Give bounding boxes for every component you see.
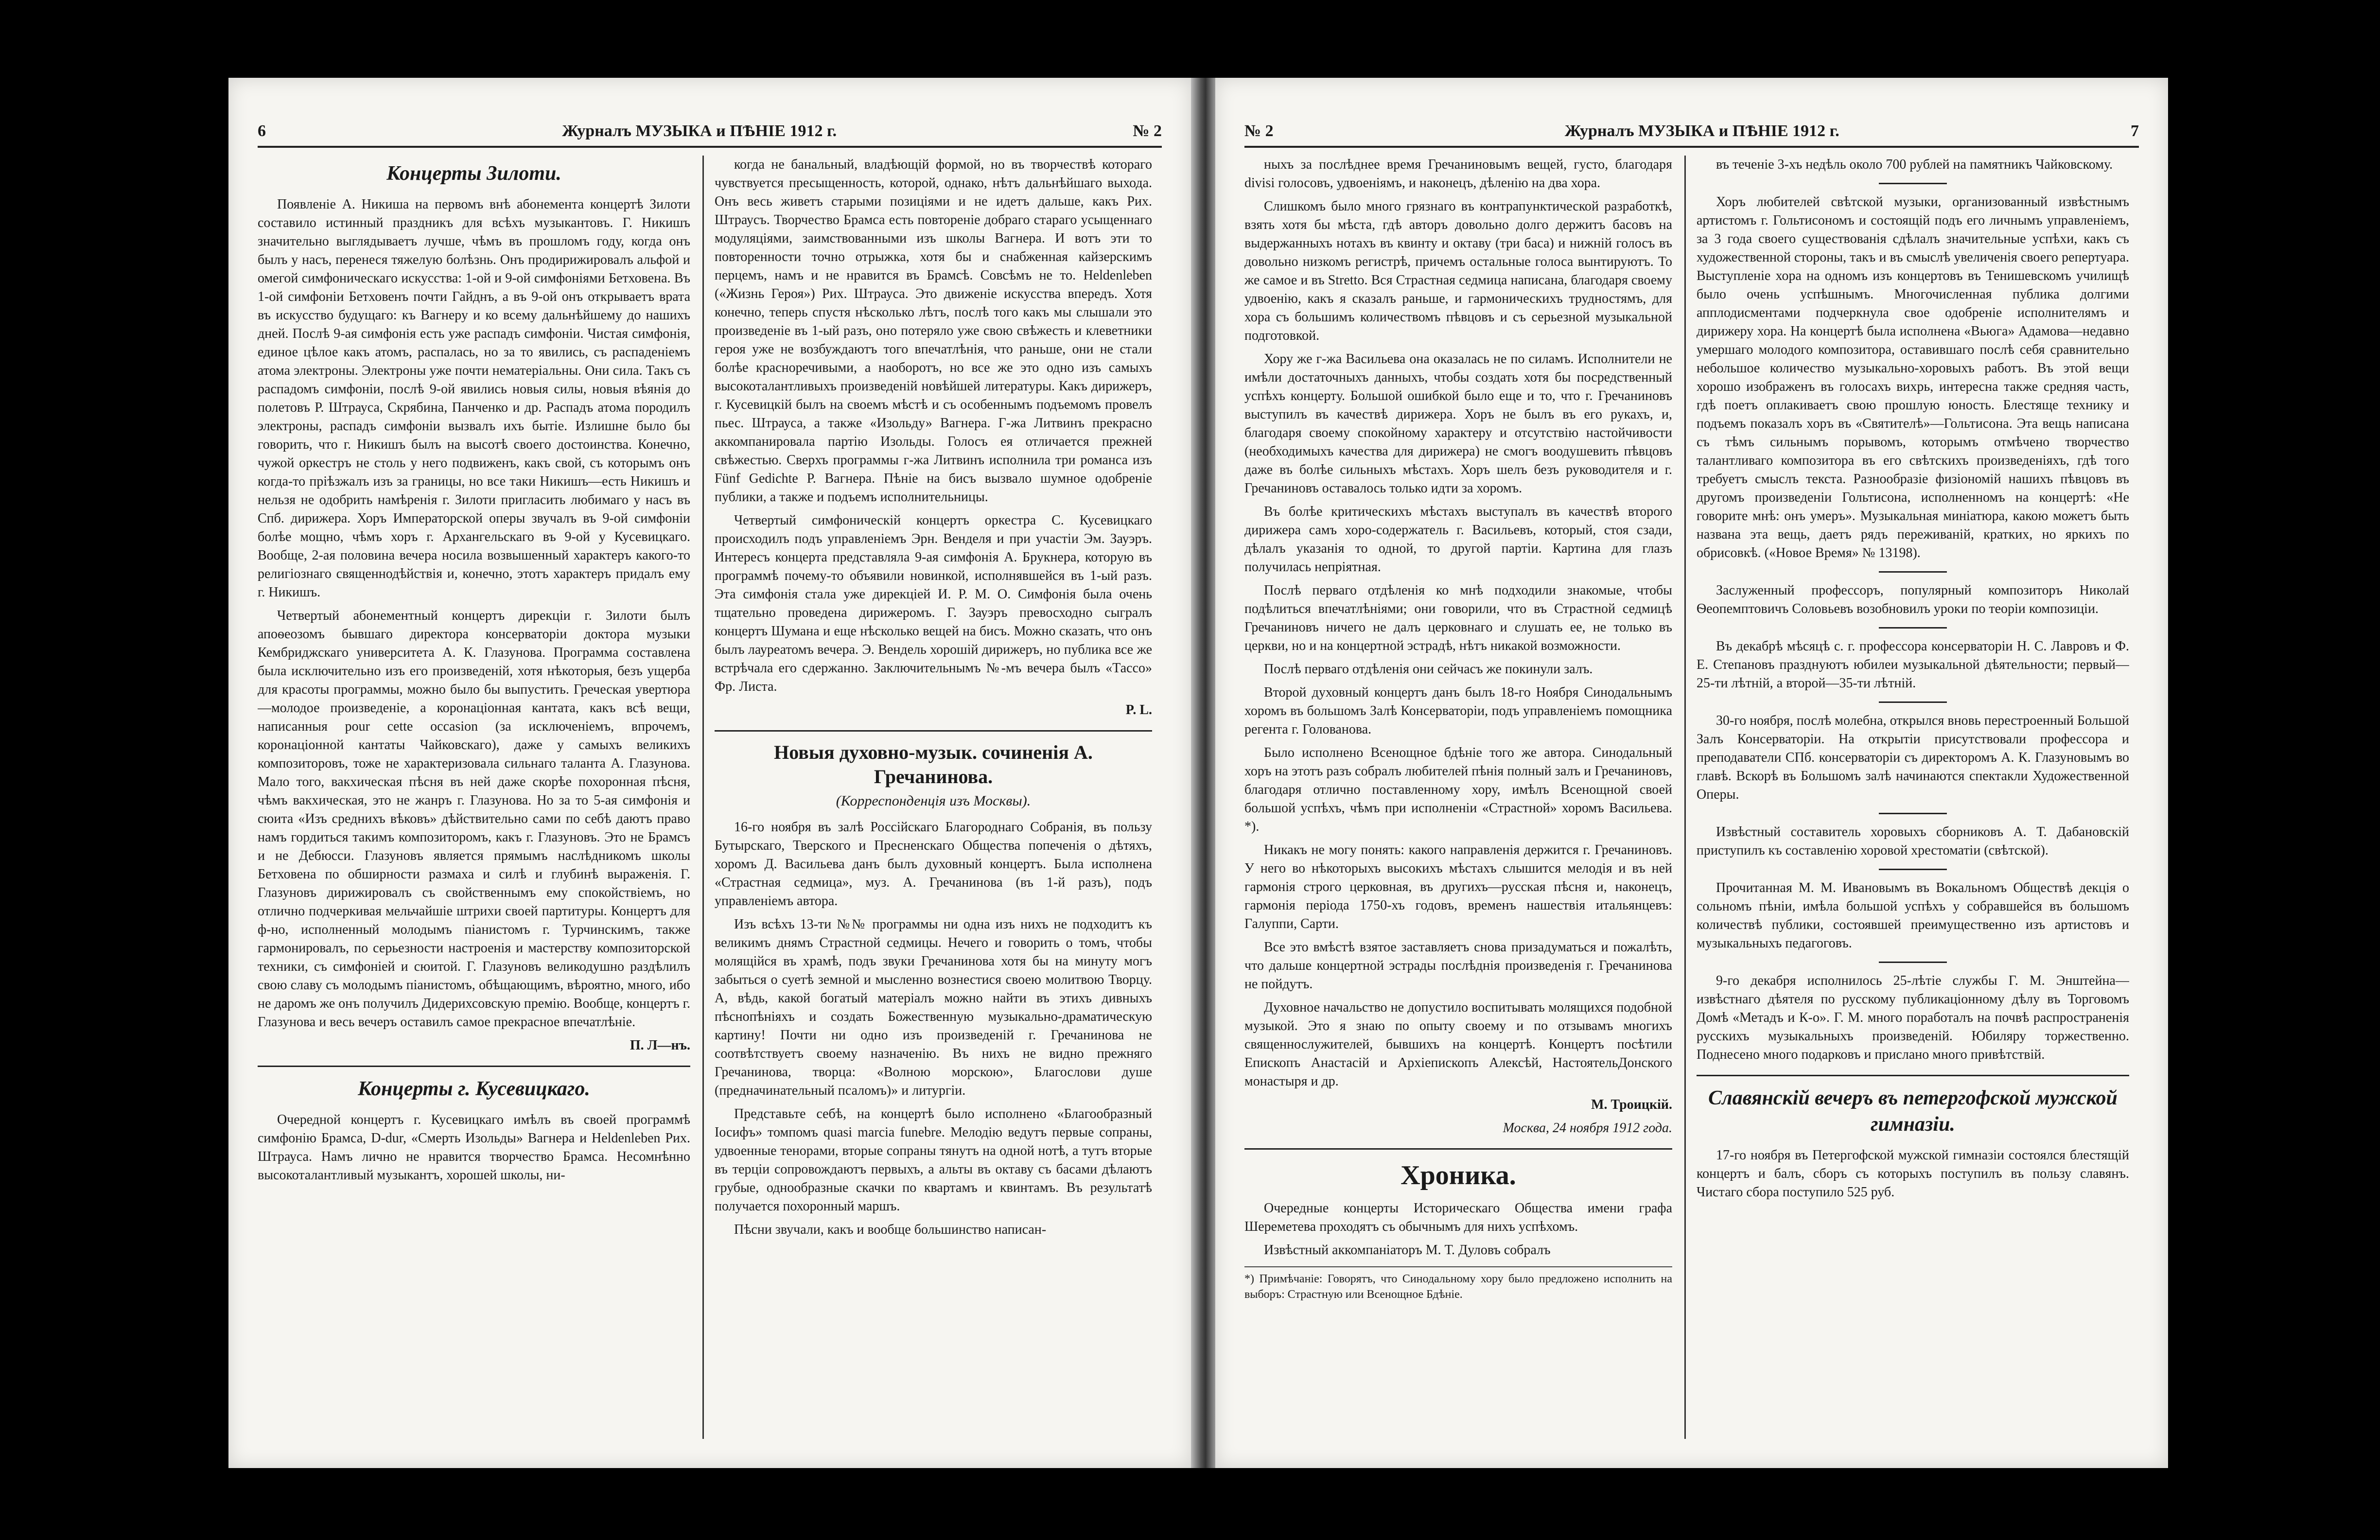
paragraph: Извѣстный составитель хоровыхъ сборниковъ А. Т. Дабановскій приступилъ къ составленію хоровой хрестоматіи (свѣтской). <box>1697 824 2129 858</box>
divider <box>1244 1148 1672 1150</box>
paragraph: Послѣ перваго отдѣленія они сейчасъ же покинули залъ. <box>1264 662 1593 677</box>
paragraph: Слишкомъ было много грязнаго въ контрапунктической разработкѣ, взять хотя бы мѣста, гдѣ авторъ довольно долго держитъ басовъ на выдержанныхъ нотахъ въ квинту и октаву (три баса) и нижній голосъ въ довольно низкомъ регистрѣ, причемъ остальные голоса вынтируютъ. То же самое и въ Stretto. Вся Страстная седмица написана, благодаря своему удвоенію, какъ я сказалъ раньше, и гармоническихъ трудностямъ, для хора съ большимъ количествомъ пѣвцовъ и съ серьезной музыкальной подготовкой. <box>1244 199 1672 343</box>
divider <box>1879 701 1947 703</box>
paragraph: Четвертый абонементный концертъ дирекціи г. Зилоти былъ апоѳеозомъ бывшаго директора консерваторіи доктора музыки Кембриджскаго университета А. К. Глазунова. Программа составлена была исключительно изъ его произведеній, хотя нѣкоторыя, безъ ущерба для красоты программы, можно было бы выпустить. Греческая увертюра—молодое произведеніе, а коронаціонная кантата, какъ всѣ вещи, написанныя pour cette occasion (за исключеніемъ, впрочемъ, коронаціонной кантаты Чайковскаго), даже у самыхъ великихъ композиторовъ, тоже не характеризовала сильнаго таланта А. Глазунова. Мало того, вакхическая пѣсня въ ней даже скорѣе похоронная пѣсня, чѣмъ вакхическая, это не жанръ г. Глазунова. Но за то 5-ая симфонія и сюита «Изъ среднихъ вѣковъ» дѣйствительно сами по себѣ даютъ право намъ гордиться такимъ композиторомъ, какъ г. Глазуновъ. Это не Брамсъ и не Дебюсси. Глазуновъ является прямымъ наслѣдникомъ школы Бетховена по обширности размаха и силѣ и глубинѣ выраженія. Г. Глазуновъ дирижировалъ съ свойственнымъ ему спокойствіемъ, но отлично подчеркивая мельчайшіе штрихи своей партитуры. Концертъ для ф-но, исполненный молодымъ піанистомъ г. Турчинскимъ, также гармонировалъ, по серьезности настроенія и мастерству композиторской техники, съ симфоніей и сюитой. Г. Глазуновъ великодушно раздѣлилъ свою славу съ молодымъ піанистомъ, обѣщающимъ, вѣроятно, много, ибо не даромъ же онъ получилъ Дидерихсовскую премію. Вообще, концертъ г. Глазунова и весь вечеръ оставилъ самое прекрасное впечатлѣніе. <box>258 608 690 1030</box>
article-heading: Славянскій вечеръ въ петергофской мужской гимназіи. <box>1708 1087 2118 1136</box>
article-heading: Новыя духовно-музык. сочиненія А. Гречанинова. <box>774 741 1093 788</box>
author-signature: P. L. <box>1125 702 1152 718</box>
paragraph: Очередные концерты Историческаго Общества имени графа Шереметева проходятъ съ обычнымъ для нихъ успѣхомъ. <box>1244 1201 1672 1234</box>
paragraph: Представьте себѣ, на концертѣ было исполнено «Благообразный Іосифъ» томпомъ quasi marcia funebre. Мелодію ведутъ первые сопраны, удвоенные тенорами, вторые сопраны тянутъ на одной нотѣ, а тутъ вторые въ терціи сопровождаютъ первыхъ, а альты въ октаву съ басами дѣлаютъ грубые, однообразные скачки по квартамъ и квинтамъ. Въ результатѣ получается похоронный маршъ. <box>715 1106 1152 1214</box>
right-column-1 <box>1244 156 1672 1439</box>
divider <box>258 1066 690 1067</box>
paragraph: Хоръ любителей свѣтской музыки, организованный извѣстнымъ артистомъ г. Гольтисономъ и состоящій подъ его личнымъ управленіемъ, за 3 года своего существованія сдѣлалъ значительные успѣхи, какъ съ художественной стороны, такъ и въ смыслѣ увеличенія своего репертуара. Выступленіе хора на одномъ изъ концертовъ въ Тенишевскомъ училищѣ было очень успѣшнымъ. Многочисленная публика долгими апплодисментами подчеркнула свое одобреніе исполнителямъ и дирижеру хора. На концертѣ была исполнена «Вьюга» Адамова—недавно умершаго молодого композитора, оставившаго послѣ себя сравнительно небольшое количество музыкально-хоровыхъ работъ. Въ этой вещи хорошо изображенъ въ голосахъ вихрь, интересна также средняя часть, гдѣ поетъ оплакиваетъ свою прошлую юность. Блестяще технику и подъемъ показалъ хоръ въ «Святителѣ»—Гольтисона. Эта вещь написана съ тѣмъ сильнымъ порывомъ, которымъ отмѣчено творчество талантливаго композитора въ его свѣтскихъ произведеніяхъ, гдѣ того требуетъ смыслъ текста. Разнообразіе физіономій нашихъ пѣвцовъ въ другомъ произведеніи Гольтисона, исполненномъ на концертѣ: «Не говорите мнѣ: онъ умеръ». Музыкальная миніатюра, какою можетъ быть названа эта вещь, даетъ рядъ переживаній, кратких, но яркихъ по обрисовкѣ. («Новое Время» № 13198). <box>1697 194 2129 560</box>
right-column-2 <box>1697 156 2129 1439</box>
paragraph: Заслуженный профессоръ, популярный композиторъ Николай Ѳеопемптовичъ Соловьевъ возобновилъ уроки по теоріи композиціи. <box>1697 583 2129 616</box>
footnote: *) Примѣчаніе: Говорятъ, что Синодальному хору было предложено исполнить на выборъ: Страстную или Всенощное Бдѣніе. <box>1244 1266 1672 1302</box>
paragraph: Второй духовный концертъ данъ былъ 18-го Ноября Синодальнымъ хоромъ въ большомъ Залѣ Консерваторіи, подъ управленіемъ помощника регента г. Голованова. <box>1244 685 1672 737</box>
author-signature: П. Л—нъ. <box>630 1038 690 1053</box>
divider <box>1879 183 1947 184</box>
book-gutter <box>1191 78 1215 1468</box>
paragraph: ныхъ за послѣднее время Гречаниновымъ вещей, густо, благодаря divisi голосовъ, удвоеніямъ, и наконецъ, дѣленію на два хора. <box>1244 157 1672 191</box>
journal-title: Журналъ МУЗЫКА и ПѢНІЕ 1912 г. <box>562 122 837 140</box>
paragraph: Послѣ перваго отдѣленія ко мнѣ подходили знакомые, чтобы подѣлиться впечатлѣніями; они говорили, что въ Страстной седмицѣ Гречаниновъ ничего не далъ церковнаго и слушать ее, не только въ церкви, но и на концертной эстрадѣ, нѣтъ никакой возможности. <box>1244 583 1672 653</box>
column-divider <box>702 156 704 1439</box>
issue-number: № 2 <box>1244 122 1274 140</box>
paragraph: Духовное начальство не допустило воспитывать молящихся подобной музыкой. Это я знаю по опыту своему и по отзывамъ многихъ священнослужителей, бывшихъ на концертѣ. Концертъ посѣтили Епископъ Анастасій и Архіепископъ Алексѣй, НастоятельДонского монастыря и др. <box>1244 1000 1672 1089</box>
page-number: 7 <box>2131 122 2139 140</box>
paragraph: Четвертый симфоническій концертъ оркестра С. Кусевицкаго происходилъ подъ управленіемъ Эрн. Венделя и при участіи Эм. Зауэръ. Интересъ концерта представляла 9-ая симфонія А. Брукнера, которую въ программѣ почему-то объявили новинкой, исполнявшейся въ 1-ый разъ. Эта симфонія стала уже дирекціей И. Р. М. О. Симфонія была очень тщательно проведена дирижеромъ. Г. Зауэръ превосходно сыгралъ концертъ Шумана и еще нѣсколько вещей на бисъ. Можно сказать, что онъ былъ лауреатомъ вечера. Э. Вендель хорошій дирижеръ, но публика все же встрѣчала его сдержанно. Заключительнымъ №-мъ вечера былъ «Тассо» Фр. Листа. <box>715 513 1152 694</box>
paragraph: Было исполнено Всенощное бдѣніе того же автора. Синодальный хоръ на этотъ разъ собралъ любителей пѣнія полный залъ и Гречаниновъ, благодаря отлично поставленному хору, имѣлъ Всенощной своей большой успѣхъ, чѣмъ при исполненіи «Страстной» хоромъ Васильева. *). <box>1244 745 1672 834</box>
paragraph: Изъ всѣхъ 13-ти №№ программы ни одна изъ нихъ не подходитъ къ великимъ днямъ Страстной седмицы. Нечего и говорить о томъ, чтобы молящійся въ храмѣ, подъ звуки Гречанинова хотя бы на минуту могъ забыться о суетѣ земной и мысленно вознестися своею молитвою Творцу. А, вѣдь, какой богатый матеріалъ можно найти въ этихъ дивныхъ пѣснопѣніяхъ и создать Божественную музыкально-драматическую картину! Почти ни одно изъ произведеній г. Гречанинова не соотвѣтствуетъ своему назначенію. Въ нихъ не видно прежняго Гречанинова, творца: «Волною морскою», Благослови душе (предначинательный псаломъ)» и литургіи. <box>715 917 1152 1098</box>
paragraph: Появленіе А. Никиша на первомъ внѣ абонемента концертѣ Зилоти составило истинный праздникъ для всѣхъ музыкантовъ. Г. Никишъ значительно выглядываетъ лучше, чѣмъ въ прошломъ году, когда онъ былъ у насъ, перенеся тяжелую болѣзнь. Онъ продирижировалъ альфой и омегой симфоническаго искусства: 1-ой и 9-ой симфоніями Бетховена. Въ 1-ой симфоніи Бетховенъ почти Гайднъ, а въ 9-ой онъ открываетъ врата въ искусство будущаго: къ Вагнеру и ко всему дальнѣйшему до нашихъ дней. Послѣ 9-ая симфонія есть уже распадъ симфоніи. Чистая симфонія, единое цѣлое какъ атомъ, распалась, но за то явились, съ распаденіемъ атома электроны. Электроны уже почти нематеріальны. Они сила. Такъ съ распадомъ симфоніи, послѣ 9-ой явились новыя силы, новыя вѣянія до полетовъ Р. Штрауса, Скрябина, Панченко и др. Распадъ атома породилъ электроны, распадъ симфоніи вызвалъ ихъ бытіе. Излишне было бы говорить, что г. Никишъ былъ на высотѣ своего достоинства. Конечно, чужой оркестръ не столь у него подвиженъ, какъ свой, съ которымъ онъ когда-то пріѣзжалъ изъ за границы, но все таки Никишъ—есть Никишъ и нельзя не одобрить намѣренія г. Зилоти пригласить любимаго у насъ въ Спб. дирижера. Хоръ Императорской оперы звучалъ въ 9-ой симфоніи болѣе мощно, чѣмъ хоръ г. Архангельскаго въ 9-ой у Кусевицкаго. Вообще, 2-ая половина вечера носила возвышенный характеръ какого-то религіознаго священнодѣйствія и, конечно, этотъ характеръ придалъ ему г. Никишъ. <box>258 197 690 600</box>
journal-title: Журналъ МУЗЫКА и ПѢНІЕ 1912 г. <box>1564 122 1839 140</box>
paragraph: когда не банальный, владѣющій формой, но въ творчествѣ котораго чувствуется пресыщенность, которой, однако, нѣтъ дальнѣйшаго выхода. Онъ весь живетъ старыми позиціями и не идетъ дальше, какъ Рих. Штраусъ. Творчество Брамса есть повтореніе добраго стараго усыщеннаго модуляціями, заимствованными изъ школы Вагнера. И вотъ эти то повторенности точно отрыжка, хотя бы и снабженная кайзерскимъ перцемъ, намъ и не нравится въ Брамсѣ. Совсѣмъ не то. Heldenleben («Жизнь Героя») Рих. Штрауса. Это движеніе искусства впередъ. Хотя конечно, теперь спустя нѣсколько лѣтъ, послѣ того какъ мы слышали это произведеніе въ 1-ый разъ, оно потеряло уже свою свѣжесть и клеветники героя уже не возбуждаютъ того впечатлѣнія, что раньше, они не стали болѣе красноречивыми, а наоборотъ, но все же это одно изъ самыхъ высокоталантливыхъ произведеній новѣйшей литературы. Какъ дирижеръ, г. Кусевицкій былъ на своемъ мѣстѣ и съ особеннымъ подъемомъ провелъ пьес. Штрауса, а также «Изольду» Вагнера. Г-жа Литвинъ прекрасно аккомпанировала партію Изольды. Голосъ ея отличается прежней свѣжестью. Сверхъ программы г-жа Литвинъ исполнила три романса изъ Fünf Gedichte Р. Вагнера. Пѣніе на бисъ вызвало шумное одобреніе публики, а также и подъемъ исполнительницы. <box>715 157 1152 505</box>
paragraph: 17-го ноября въ Петергофской мужской гимназіи состоялся блестящій концертъ и балъ, сборъ съ которыхъ поступилъ въ пользу славянъ. Чистаго сбора поступило 525 руб. <box>1697 1148 2129 1200</box>
paragraph: Извѣстный аккомпаніаторъ М. Т. Дуловъ собралъ <box>1264 1242 1551 1258</box>
paragraph: Въ декабрѣ мѣсяцѣ с. г. профессора консерваторіи Н. С. Лавровъ и Ф. Е. Степановъ празднуютъ юбилеи музыкальной дѣятельности; первый—25-ти лѣтній, а второй—35-ти лѣтній. <box>1697 639 2129 691</box>
article-heading: Концерты Зилоти. <box>386 162 561 185</box>
page-number: 6 <box>258 122 266 140</box>
paragraph: 9-го декабря исполнилось 25-лѣтіе службы Г. М. Энштейна—извѣстнаго дѣятеля по русскому публикаціонному дѣлу въ Торговомъ Домѣ «Метадъ и К-о». Г. М. много поработалъ на почвѣ распространенія русскихъ музыкальныхъ произведеній. Юбиляру торжественно. Поднесено много подарковъ и прислано много привѣтствій. <box>1697 973 2129 1062</box>
left-running-head <box>258 117 1162 148</box>
paragraph: въ теченіе 3-хъ недѣль около 700 рублей на памятникъ Чайковскому. <box>1716 157 2113 172</box>
paragraph: Все это вмѣстѣ взятое заставляетъ снова призадуматься и пожалѣть, что дальше концертной эстрады послѣднія произведенія г. Гречанинова не пойдутъ. <box>1244 940 1672 992</box>
paragraph: 16-го ноября въ залѣ Россійскаго Благороднаго Собранія, въ пользу Бутырскаго, Тверского и Пресненскаго Общества попеченія о дѣтяхъ, хоромъ Д. Васильева данъ былъ духовный концертъ. Была исполнена «Страстная седмица», муз. А. Гречанинова (въ 1-й разъ), подъ управленіемъ автора. <box>715 820 1152 909</box>
left-column-1 <box>258 156 690 1439</box>
dateline: Москва, 24 ноября 1912 года. <box>1503 1120 1672 1136</box>
divider <box>1879 571 1947 573</box>
article-subheading: (Корреспонденція изъ Москвы). <box>836 793 1031 809</box>
divider <box>1879 962 1947 963</box>
section-heading-chronicle: Хроника. <box>1400 1160 1516 1190</box>
left-column-2 <box>715 156 1152 1439</box>
author-signature: М. Троицкій. <box>1591 1097 1672 1112</box>
paragraph: Пѣсни звучали, какъ и вообще большинство написан- <box>734 1222 1047 1237</box>
column-divider <box>1684 156 1686 1439</box>
paragraph: Хору же г-жа Васильева она оказалась не по силамъ. Исполнители не имѣли достаточныхъ данныхъ, чтобы создать хотя бы посредственный успѣхъ концерту. Большой ошибкой было еще и то, что г. Гречаниновъ выступилъ въ качествѣ дирижера. Хоръ не былъ въ его рукахъ, и, благодаря своему спокойному характеру и отсутствію настойчивости (необходимыхъ качества для дирижера) не смогъ воодушевить пѣвцовъ даже въ болѣе сильныхъ мѣстахъ. Хоръ шелъ безъ руководителя и г. Гречаниновъ оставалось только идти за хоромъ. <box>1244 351 1672 496</box>
paragraph: Въ болѣе критическихъ мѣстахъ выступалъ въ качествѣ второго дирижера самъ хоро-содержатель г. Васильевъ, который, стоя сзади, дѣлалъ указанія то одной, то другой партіи. Картина для глазъ получилась непріятная. <box>1244 504 1672 575</box>
divider <box>1879 627 1947 629</box>
paragraph: Никакъ не могу понять: какого направленія держится г. Гречаниновъ. У него во нѣкоторыхъ высокихъ мѣстахъ слышится мелодія и въ ней гармонія строго церковная, въ другихъ—русская пѣсня и, наконецъ, гармонія періода 1750-хъ годовъ, временъ нашествія итальянцевъ: Галуппи, Сарти. <box>1244 842 1672 931</box>
article-heading: Концерты г. Кусевицкаго. <box>358 1078 590 1100</box>
paragraph: Очередной концертъ г. Кусевицкаго имѣлъ въ своей программѣ симфонію Брамса, D-dur, «Смерть Изольды» Вагнера и Heldenleben Рих. Штрауса. Намъ лично не нравится творчество Брамса. Несомнѣнно высокоталантливый музыкантъ, хорошей школы, ни- <box>258 1112 690 1183</box>
divider <box>1697 1075 2129 1076</box>
paragraph: Прочитанная М. М. Ивановымъ въ Вокальномъ Обществѣ декція о сольномъ пѣніи, имѣла большой успѣхъ у собравшейся въ большомъ количествѣ публики, состоявшей преимущественно изъ артистовъ и музыкальныхъ педагоговъ. <box>1697 880 2129 951</box>
right-page <box>1215 78 2168 1468</box>
right-running-head <box>1244 117 2139 148</box>
issue-number: № 2 <box>1133 122 1162 140</box>
divider <box>1879 869 1947 870</box>
divider <box>1879 813 1947 814</box>
divider <box>715 730 1152 732</box>
left-page <box>228 78 1191 1468</box>
paragraph: 30-го ноября, послѣ молебна, открылся вновь перестроенный Большой Залъ Консерваторіи. На открытіи присутствовали профессора и преподаватели СПб. консерваторіи съ директоромъ А. К. Глазуновымъ во главѣ. Вскорѣ въ Большомъ залѣ начинаются спектакли Художественной Оперы. <box>1697 713 2129 802</box>
